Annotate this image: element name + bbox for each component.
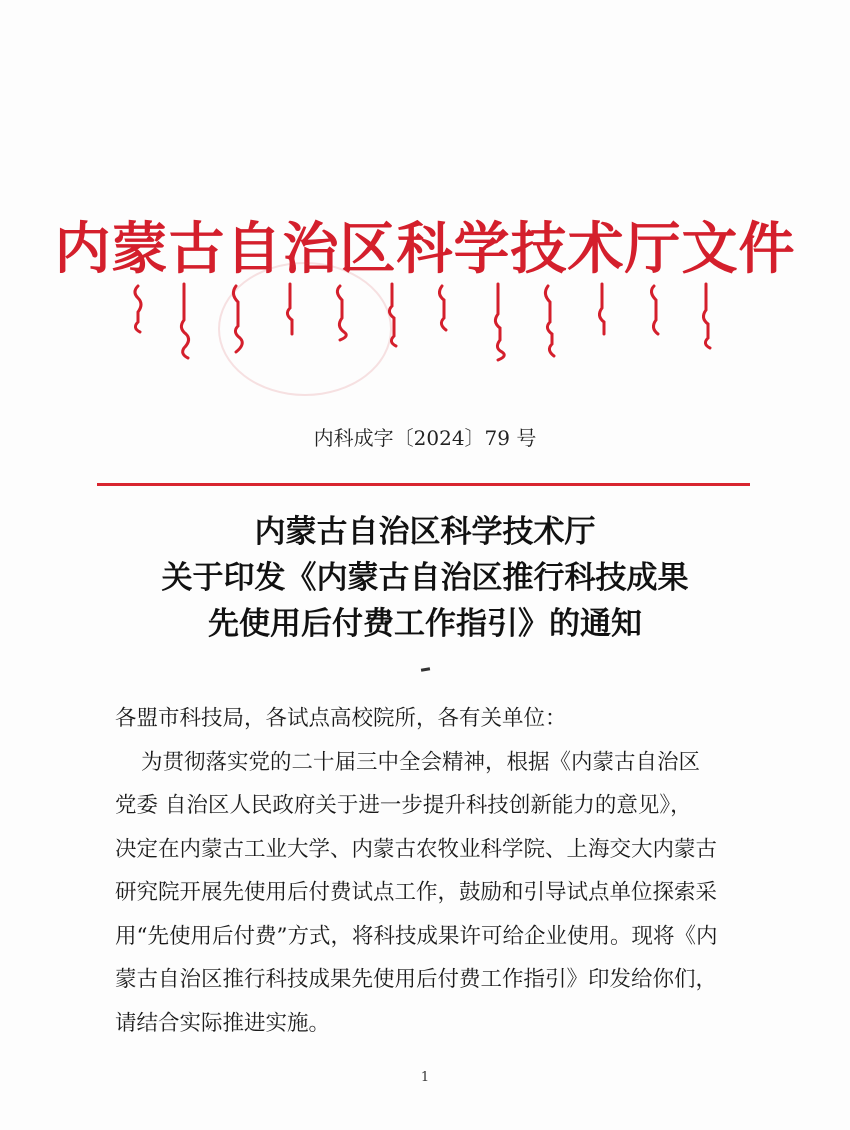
paragraph-line: 研究院开展先使用后付费试点工作，鼓励和引导试点单位探索采 bbox=[115, 880, 718, 905]
paragraph-line: 请结合实际推进实施。 bbox=[115, 1010, 331, 1036]
mongolian-script-header bbox=[118, 278, 728, 368]
paragraph-line: 为贯彻落实党的二十届三中全会精神，根据《内蒙古自治区 bbox=[141, 749, 701, 775]
paragraph-line: 党委 自治区人民政府关于进一步提升科技创新能力的意见》， bbox=[115, 793, 692, 818]
page-number: 1 bbox=[420, 1070, 430, 1085]
agency-header-title: 内蒙古自治区科学技术厅文件 bbox=[54, 216, 796, 282]
notice-body bbox=[115, 697, 755, 1045]
salutation: 各盟市科技局，各试点高校院所，各有关单位： bbox=[115, 706, 567, 731]
document-number: 内科成字〔2024〕79 号 bbox=[313, 426, 537, 450]
paragraph-line: 蒙古自治区推行科技成果先使用后付费工作指引》印发给你们， bbox=[115, 967, 718, 992]
notice-title-line: 先使用后付费工作指引》的通知 bbox=[208, 606, 642, 642]
notice-title bbox=[0, 509, 850, 647]
pen-mark bbox=[421, 667, 430, 672]
red-divider-line bbox=[97, 483, 750, 486]
paragraph-line: 用“先使用后付费”方式，将科技成果许可给企业使用。现将《内 bbox=[115, 923, 718, 949]
notice-title-line: 关于印发《内蒙古自治区推行科技成果 bbox=[161, 560, 689, 596]
notice-title-line: 内蒙古自治区科学技术厅 bbox=[254, 514, 596, 550]
paragraph-line: 决定在内蒙古工业大学、内蒙古农牧业科学院、上海交大内蒙古 bbox=[115, 836, 718, 862]
